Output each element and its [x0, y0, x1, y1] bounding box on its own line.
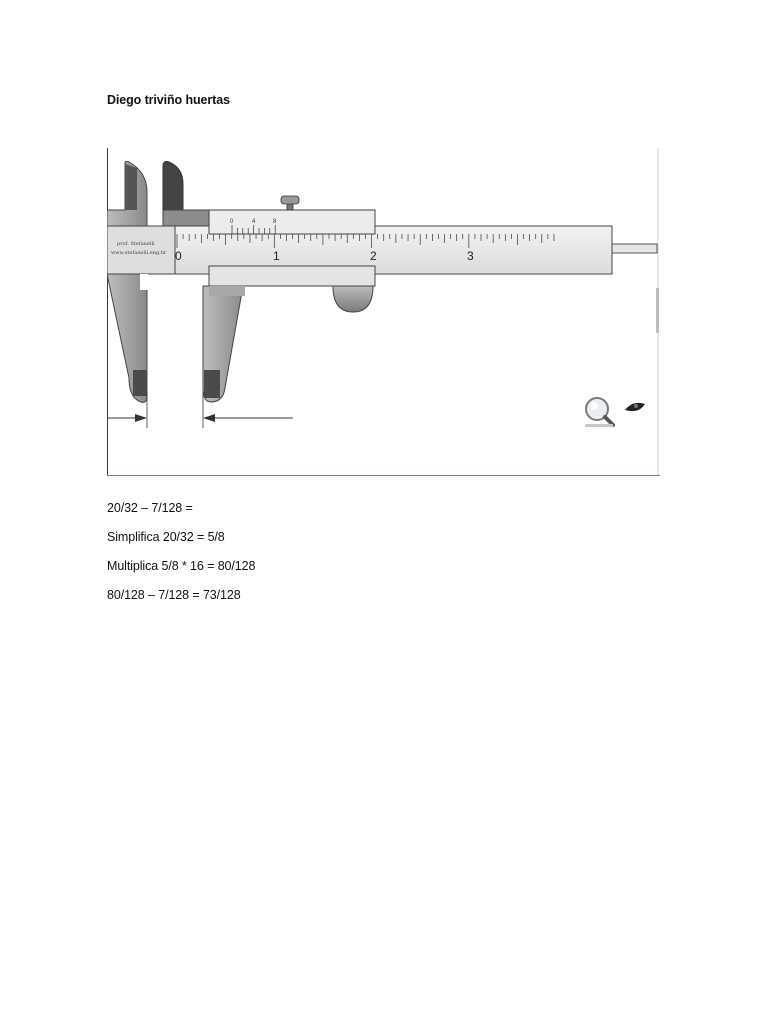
maker-label-line2: www.stefanelli.eng.br	[111, 250, 167, 256]
caliper-illustration	[107, 148, 660, 477]
author-name: Diego triviño huertas	[107, 93, 230, 107]
caliper-figure	[107, 148, 660, 477]
sliding-upper-jaw-base	[163, 210, 209, 226]
lock-screw-icon[interactable]	[281, 196, 299, 204]
sliding-lower-jaw-tip	[204, 370, 220, 398]
depth-rod	[611, 244, 657, 253]
main-scale-label-0: 0	[175, 249, 182, 263]
vernier-label-0: 0	[230, 219, 234, 225]
sliding-upper-jaw[interactable]	[163, 162, 183, 211]
scrollbar-thumb[interactable]	[656, 288, 659, 333]
maker-label-line1: prof. Stefanelli	[117, 241, 155, 247]
vernier-label-4: 4	[252, 219, 256, 225]
fixed-upper-jaw-shade	[125, 164, 137, 210]
measure-arrowhead-right	[203, 414, 215, 422]
work-line-1: 20/32 – 7/128 =	[107, 501, 193, 515]
work-line-4: 80/128 – 7/128 = 73/128	[107, 588, 241, 602]
main-scale-label-1: 1	[273, 249, 280, 263]
vernier-slider-top[interactable]	[209, 210, 375, 234]
sliding-lower-jaw-shade	[209, 286, 245, 296]
measure-arrowhead-left	[135, 414, 147, 422]
beam-notch	[140, 274, 148, 290]
work-line-3: Multiplica 5/8 * 16 = 80/128	[107, 559, 256, 573]
vernier-slider-bottom[interactable]	[209, 266, 375, 286]
fixed-lower-jaw-tip	[133, 370, 147, 396]
thumb-wheel[interactable]	[333, 286, 373, 312]
work-line-2: Simplifica 20/32 = 5/8	[107, 530, 225, 544]
main-scale-label-3: 3	[467, 249, 474, 263]
eye-icon[interactable]	[625, 403, 645, 411]
zoom-icon[interactable]	[585, 398, 613, 427]
main-scale-label-2: 2	[370, 249, 377, 263]
vernier-label-8: 8	[273, 219, 277, 225]
